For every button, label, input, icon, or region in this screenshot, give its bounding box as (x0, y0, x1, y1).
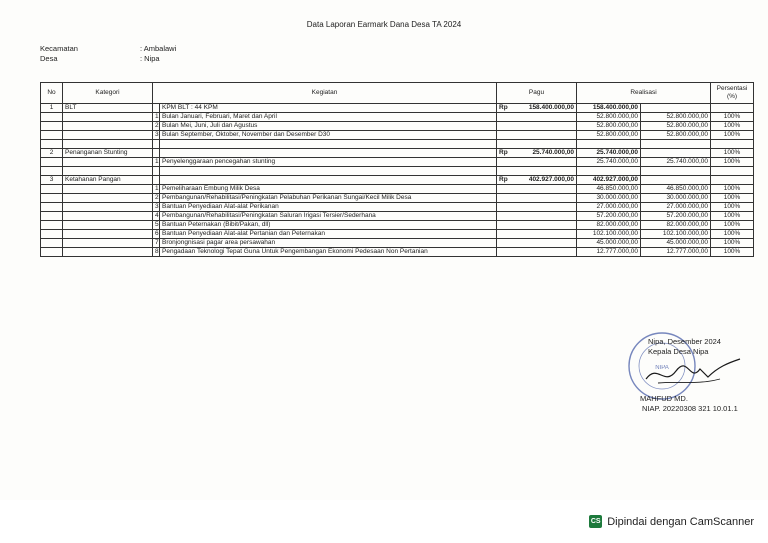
table-body (41, 104, 754, 257)
cell-kategori (63, 212, 153, 221)
cell-kategori (63, 158, 153, 167)
cell-persentasi: 100% (711, 239, 754, 248)
cell-kategori (63, 131, 153, 140)
cell-no (41, 239, 63, 248)
table-row (41, 176, 754, 185)
cell-kegiatan: Bantuan Peternakan (Bibit/Pakan, dll) (160, 221, 497, 230)
cell-kegiatan (160, 149, 497, 158)
cell-realisasi-2 (641, 176, 711, 185)
cell-persentasi: 100% (711, 122, 754, 131)
camscanner-text: Dipindai dengan CamScanner (607, 515, 754, 528)
sign-position: Kepala Desa Nipa (648, 347, 709, 356)
cell-no (41, 185, 63, 194)
cell-persentasi: 100% (711, 149, 754, 158)
cell-kategori (63, 185, 153, 194)
cell-index (153, 104, 160, 113)
cell-pagu (497, 194, 577, 203)
cell-persentasi (711, 176, 754, 185)
cell-persentasi (711, 140, 754, 149)
meta-value: : Nipa (140, 54, 160, 63)
cell-kegiatan: Pembangunan/Rehabilitasi/Peningkatan Saluran Irigasi Tersier/Sederhana (160, 212, 497, 221)
cell-pagu (497, 113, 577, 122)
cell-realisasi: 52.800.000,00 (577, 122, 641, 131)
cell-persentasi: 100% (711, 113, 754, 122)
cell-kategori (63, 140, 153, 149)
cell-realisasi: 12.777.000,00 (577, 248, 641, 257)
cell-kegiatan: Bronjongnisasi pagar area persawahan (160, 239, 497, 248)
cell-pagu (497, 104, 577, 113)
cell-kegiatan (160, 176, 497, 185)
table-row (41, 104, 754, 113)
camscanner-icon: CS (589, 515, 602, 528)
cell-pagu (497, 149, 577, 158)
cell-no (41, 122, 63, 131)
cell-kategori: BLT (63, 104, 153, 113)
cell-kegiatan: Bantuan Penyediaan Alat-alat Pertanian dan Peternakan (160, 230, 497, 239)
cell-realisasi-2 (641, 140, 711, 149)
cell-pagu (497, 122, 577, 131)
cell-index: 7 (153, 239, 160, 248)
cell-kategori: Penanganan Stunting (63, 149, 153, 158)
cell-realisasi-2: 46.850.000,00 (641, 185, 711, 194)
cell-realisasi-2 (641, 149, 711, 158)
sign-name: MAHFUD MD. (640, 394, 688, 403)
cell-kegiatan: Bantuan Penyediaan Alat-alat Perikanan (160, 203, 497, 212)
cell-persentasi: 100% (711, 158, 754, 167)
table-row (41, 140, 754, 149)
cell-kegiatan: Penyelenggaraan pencegahan stunting (160, 158, 497, 167)
cell-realisasi-2: 57.200.000,00 (641, 212, 711, 221)
cell-pagu (497, 248, 577, 257)
cell-pagu (497, 176, 577, 185)
cell-pagu (497, 230, 577, 239)
cell-realisasi: 45.000.000,00 (577, 239, 641, 248)
cell-realisasi-2 (641, 104, 711, 113)
cell-realisasi: 27.000.000,00 (577, 203, 641, 212)
cell-no (41, 131, 63, 140)
handwritten-signature (628, 357, 748, 391)
cell-no: 3 (41, 176, 63, 185)
cell-kategori (63, 167, 153, 176)
svg-text:NIPA: NIPA (655, 365, 669, 371)
cell-realisasi: 46.850.000,00 (577, 185, 641, 194)
cell-persentasi: 100% (711, 203, 754, 212)
table-row (41, 167, 754, 176)
cell-realisasi-2: 30.000.000,00 (641, 194, 711, 203)
cell-persentasi: 100% (711, 248, 754, 257)
cell-realisasi-2: 52.800.000,00 (641, 131, 711, 140)
cell-kegiatan (160, 140, 497, 149)
cell-no (41, 158, 63, 167)
cell-pagu (497, 158, 577, 167)
cell-kategori: Ketahanan Pangan (63, 176, 153, 185)
cell-kategori (63, 122, 153, 131)
cell-no: 2 (41, 149, 63, 158)
table-row (41, 203, 754, 212)
cell-index: 5 (153, 221, 160, 230)
header-kegiatan: Kegiatan (153, 83, 497, 104)
cell-realisasi: 25.740.000,00 (577, 158, 641, 167)
cell-pagu (497, 203, 577, 212)
cell-kategori (63, 194, 153, 203)
cell-index (153, 140, 160, 149)
table-row (41, 149, 754, 158)
cell-index: 3 (153, 131, 160, 140)
signature-block (628, 337, 768, 414)
cell-index: 1 (153, 185, 160, 194)
sign-place-date: Nipa, Desember 2024 (648, 337, 721, 346)
cell-kategori (63, 230, 153, 239)
cell-kategori (63, 203, 153, 212)
table-row (41, 131, 754, 140)
cell-kegiatan: Pemeliharaan Embung Milik Desa (160, 185, 497, 194)
cell-realisasi: 402.927.000,00 (577, 176, 641, 185)
cell-persentasi (711, 104, 754, 113)
header-no: No (41, 83, 63, 104)
cell-realisasi-2: 27.000.000,00 (641, 203, 711, 212)
cell-realisasi-2: 25.740.000,00 (641, 158, 711, 167)
header-realisasi: Realisasi (577, 83, 711, 104)
cell-realisasi: 158.400.000,00 (577, 104, 641, 113)
cell-pagu (497, 212, 577, 221)
cell-realisasi-2: 52.800.000,00 (641, 122, 711, 131)
cell-no (41, 140, 63, 149)
table-row (41, 113, 754, 122)
currency-label: Rp (499, 104, 508, 111)
cell-persentasi: 100% (711, 230, 754, 239)
pagu-value: 402.927.000,00 (528, 176, 575, 183)
cell-realisasi-2: 45.000.000,00 (641, 239, 711, 248)
cell-persentasi (711, 167, 754, 176)
cell-index: 2 (153, 122, 160, 131)
camscanner-watermark (589, 515, 754, 528)
pagu-value: 25.740.000,00 (532, 149, 575, 156)
cell-no (41, 167, 63, 176)
cell-index: 4 (153, 212, 160, 221)
cell-pagu (497, 167, 577, 176)
cell-index: 1 (153, 158, 160, 167)
cell-realisasi-2: 82.000.000,00 (641, 221, 711, 230)
cell-kategori (63, 248, 153, 257)
cell-realisasi: 25.740.000,00 (577, 149, 641, 158)
meta-desa (40, 54, 160, 64)
cell-pagu (497, 221, 577, 230)
cell-kegiatan: Pembangunan/Rehabilitasi/Peningkatan Pelabuhan Perikanan Sungai/Kecil Milik Desa (160, 194, 497, 203)
pagu-value: 158.400.000,00 (528, 104, 575, 111)
cell-realisasi: 52.800.000,00 (577, 113, 641, 122)
currency-label: Rp (499, 176, 508, 183)
cell-no (41, 203, 63, 212)
cell-no: 1 (41, 104, 63, 113)
cell-pagu (497, 185, 577, 194)
cell-kegiatan: Bulan Januari, Februari, Maret dan April (160, 113, 497, 122)
cell-persentasi: 100% (711, 131, 754, 140)
cell-index: 1 (153, 113, 160, 122)
cell-index: 6 (153, 230, 160, 239)
cell-no (41, 248, 63, 257)
cell-persentasi: 100% (711, 194, 754, 203)
cell-no (41, 212, 63, 221)
cell-kategori (63, 113, 153, 122)
table-header-row (41, 83, 754, 104)
document-title: Data Laporan Earmark Dana Desa TA 2024 (306, 20, 462, 29)
cell-index (153, 176, 160, 185)
cell-kegiatan: KPM BLT : 44 KPM (160, 104, 497, 113)
cell-no (41, 113, 63, 122)
table-row (41, 185, 754, 194)
table-row (41, 230, 754, 239)
cell-kategori (63, 221, 153, 230)
meta-kecamatan (40, 44, 176, 54)
table-row (41, 248, 754, 257)
cell-pagu (497, 131, 577, 140)
cell-kegiatan: Pengadaan Teknologi Tepat Guna Untuk Pengembangan Ekonomi Pedesaan Non Pertanian (160, 248, 497, 257)
table-row (41, 239, 754, 248)
table-row (41, 212, 754, 221)
table-row (41, 194, 754, 203)
cell-persentasi: 100% (711, 185, 754, 194)
table-row (41, 221, 754, 230)
currency-label: Rp (499, 149, 508, 156)
cell-persentasi: 100% (711, 212, 754, 221)
cell-kegiatan: Bulan September, Oktober, November dan Desember D30 (160, 131, 497, 140)
cell-realisasi-2 (641, 167, 711, 176)
cell-realisasi: 102.100.000,00 (577, 230, 641, 239)
cell-no (41, 221, 63, 230)
cell-realisasi-2: 102.100.000,00 (641, 230, 711, 239)
cell-index (153, 167, 160, 176)
cell-index (153, 149, 160, 158)
sign-nip: NIAP. 20220308 321 10.01.1 (642, 404, 738, 413)
header-kategori: Kategori (63, 83, 153, 104)
meta-value: : Ambalawi (140, 44, 177, 53)
cell-realisasi: 57.200.000,00 (577, 212, 641, 221)
header-pagu: Pagu (497, 83, 577, 104)
cell-pagu (497, 140, 577, 149)
cell-index: 3 (153, 203, 160, 212)
cell-realisasi (577, 140, 641, 149)
cell-realisasi-2: 12.777.000,00 (641, 248, 711, 257)
table-row (41, 122, 754, 131)
cell-realisasi: 30.000.000,00 (577, 194, 641, 203)
meta-label: Desa (40, 54, 58, 63)
cell-kegiatan: Bulan Mei, Juni, Juli dan Agustus (160, 122, 497, 131)
cell-kategori (63, 239, 153, 248)
cell-realisasi-2: 52.800.000,00 (641, 113, 711, 122)
meta-label: Kecamatan (40, 44, 78, 53)
cell-kegiatan (160, 167, 497, 176)
cell-no (41, 230, 63, 239)
table-row (41, 158, 754, 167)
cell-persentasi: 100% (711, 221, 754, 230)
header-persentasi: Persentasi (%) (711, 83, 754, 104)
earmark-table (40, 82, 754, 257)
cell-no (41, 194, 63, 203)
cell-index: 8 (153, 248, 160, 257)
cell-realisasi (577, 167, 641, 176)
cell-index: 2 (153, 194, 160, 203)
cell-realisasi: 52.800.000,00 (577, 131, 641, 140)
cell-realisasi: 82.000.000,00 (577, 221, 641, 230)
cell-pagu (497, 239, 577, 248)
